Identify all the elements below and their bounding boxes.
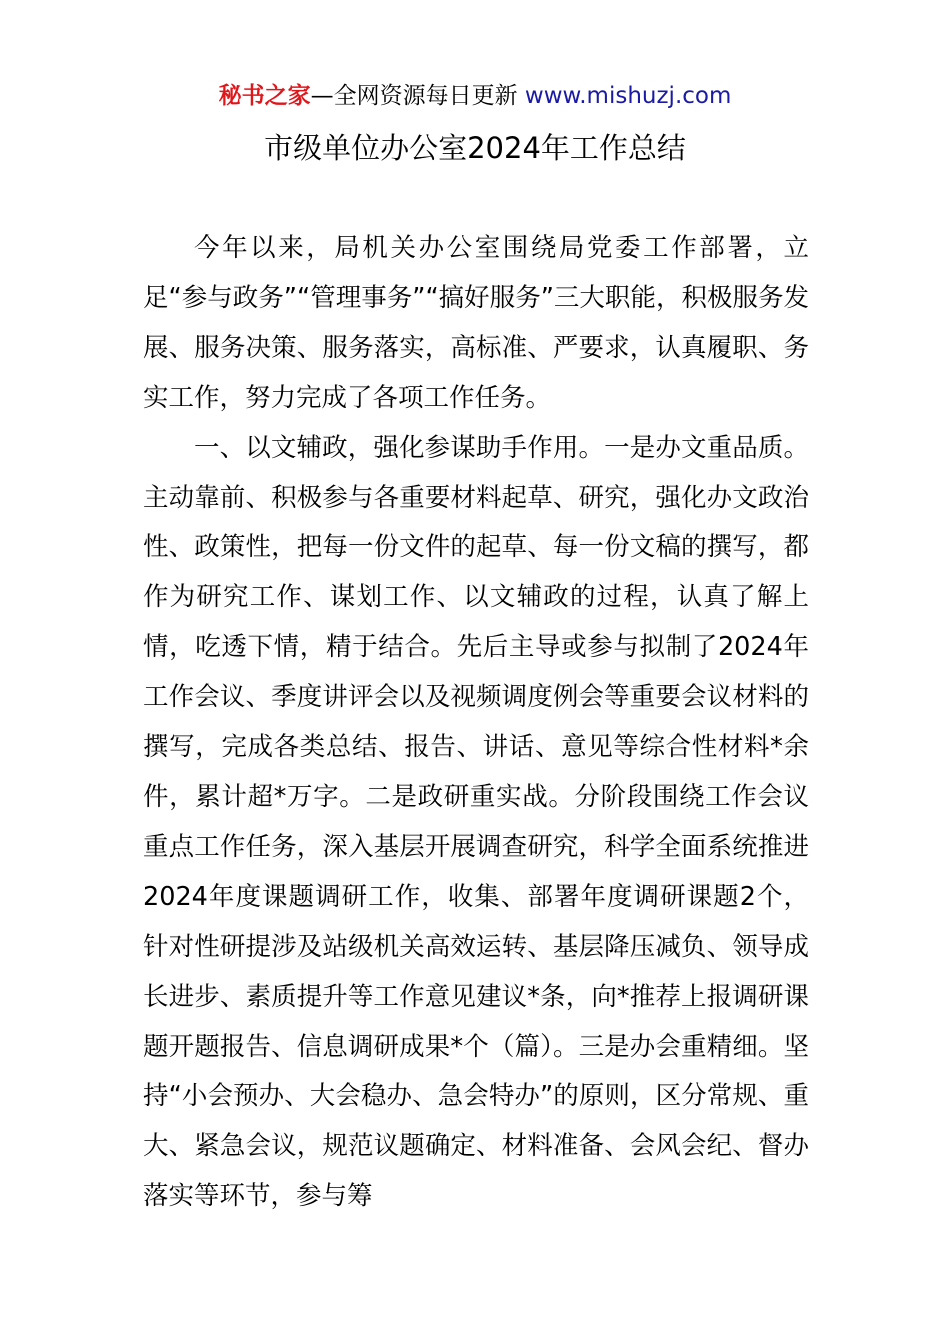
site-brand: 秘书之家 — [218, 83, 311, 109]
document-title: 市级单位办公室2024年工作总结 — [264, 131, 686, 165]
site-url-link[interactable]: www.mishuzj.com — [524, 83, 732, 109]
section-one-paragraph: 一、以文辅政，强化参谋助手作用。一是办文重品质。主动靠前、积极参与各重要材料起草、研究，强化办文政治性、政策性，把每一份文件的起草、每一份文稿的撰写，都作为研究工作、谋划工作、以文辅政的过程，认真了解上情，吃透下情，精于结合。先后主导或参与拟制了2024年工作会议、季度讲评会以及视频调度例会等重要会议材料的撰写，完成各类总结、报告、讲话、意见等综合性材料*余件，累计超*万字。二是政研重实战。分阶段围绕工作会议重点工作任务，深入基层开展调查研究，科学全面系统推进2024年度课题调研工作，收集、部署年度调研课题2个，针对性研提涉及站级机关高效运转、基层降压减负、领导成长进步、素质提升等工作意见建议*条，向*推荐上报调研课题开题报告、信息调研成果*个（篇）。三是办会重精细。坚持“小会预办、大会稳办、急会特办”的原则，区分常规、重大、紧急会议，规范议题确定、材料准备、会风会纪、督办落实等环节，参与筹 — [143, 432, 809, 1212]
site-header — [0, 78, 950, 114]
site-tagline: —全网资源每日更新 — [310, 83, 525, 109]
document-body — [143, 224, 809, 1222]
intro-paragraph: 今年以来，局机关办公室围绕局党委工作部署，立足“参与政务”“管理事务”“搞好服务”三大职能，积极服务发展、服务决策、服务落实，高标准、严要求，认真履职、务实工作，努力完成了各项工作任务。 — [143, 233, 809, 413]
